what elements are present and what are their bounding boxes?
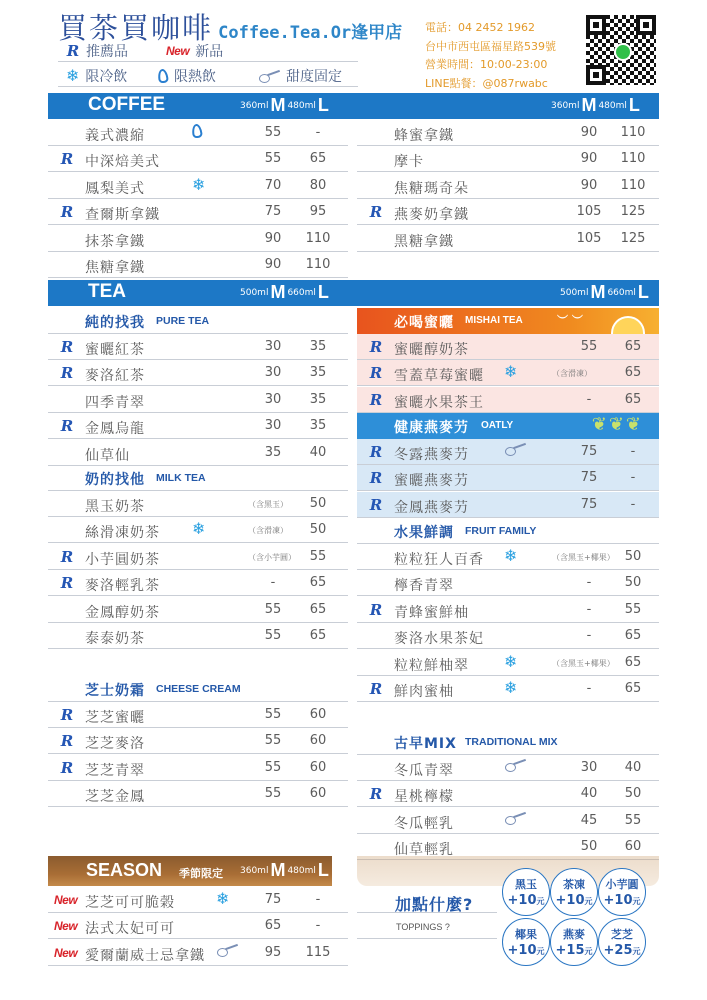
fruit-family-en: FRUIT FAMILY: [465, 525, 537, 537]
price-medium: 30: [264, 391, 282, 407]
mishai-tea-en: MISHAI TEA: [465, 315, 523, 326]
legend-cold-only: 限冷飲: [85, 68, 128, 85]
price-large: 50: [624, 549, 642, 564]
menu-item-row: [48, 755, 348, 781]
recommend-r-icon: R: [60, 203, 74, 222]
menu-item-note: （含小芋圓）: [248, 552, 296, 562]
milk-tea-en: MILK TEA: [156, 472, 206, 484]
price-large: 65: [309, 628, 327, 643]
price-large: 40: [309, 444, 327, 460]
price-large: 65: [624, 365, 642, 381]
price-large: 50: [309, 522, 327, 538]
tea-title: TEA: [88, 281, 126, 302]
menu-item-row: [48, 517, 348, 543]
menu-item-row: [48, 702, 348, 728]
price-medium: 30: [264, 339, 282, 354]
menu-item-row: [48, 440, 348, 466]
price-medium: 75: [264, 204, 282, 220]
price-medium: 75: [264, 892, 282, 907]
recommend-r-icon: R: [60, 547, 74, 566]
sugar-spoon-icon: [504, 812, 526, 824]
price-medium: 30: [264, 365, 282, 381]
menu-item-row: [48, 173, 348, 199]
menu-item-name: 星桃檸檬: [394, 789, 454, 806]
snowflake-icon: ❄: [66, 65, 80, 85]
menu-item-note: （含滑凍）: [248, 526, 288, 536]
coffee-title: COFFEE: [88, 94, 166, 115]
price-large: -: [630, 496, 636, 512]
price-medium: 55: [580, 339, 598, 354]
menu-item-name: 四季青翠: [85, 394, 145, 411]
oatly-title: 健康燕麥芀: [394, 420, 469, 436]
menu-item-row: [357, 387, 659, 413]
menu-item-name: 麥洛紅茶: [85, 368, 145, 385]
topping-name: 椰果: [515, 928, 537, 941]
menu-item-name: 黑玉奶茶: [85, 499, 145, 515]
flame-icon: [157, 68, 169, 83]
menu-item-row: [48, 623, 348, 649]
line-order-id: LINE點餐：@087rwabc: [425, 76, 548, 90]
recommend-r-icon: R: [60, 732, 74, 751]
menu-item-name: 摩卡: [394, 154, 424, 171]
price-large: 35: [309, 418, 327, 434]
menu-item-row: [48, 544, 348, 570]
menu-item-row: [357, 676, 659, 702]
price-large: -: [315, 892, 321, 907]
price-medium: 35: [264, 444, 282, 460]
menu-item-row: [357, 570, 659, 596]
price-large: 65: [624, 339, 642, 354]
price-large: 110: [620, 125, 646, 140]
price-large: 65: [624, 391, 642, 407]
menu-item-row: [48, 120, 348, 146]
topping-price: +10元: [603, 893, 641, 908]
price-large: 40: [624, 760, 642, 775]
store-address: 台中市西屯區福星路539號: [425, 39, 556, 53]
price-medium: -: [586, 681, 592, 696]
birds-icon: ︶ ︶: [557, 314, 583, 327]
price-medium: 75: [580, 470, 598, 486]
menu-item-row: [48, 781, 348, 807]
menu-item-name: 焦糖瑪奇朵: [394, 180, 469, 197]
menu-item-name: 青蜂蜜鮮柚: [394, 604, 469, 621]
menu-item-row: [48, 252, 348, 278]
menu-item-name: 義式濃縮: [85, 128, 145, 144]
menu-item-row: [357, 226, 659, 252]
menu-item-name: 燕麥奶拿鐵: [394, 207, 469, 224]
menu-item-name: 小芋圓奶茶: [85, 551, 160, 568]
price-medium: -: [586, 391, 592, 407]
milk-tea-category: [48, 465, 348, 491]
menu-item-name: 蜜曬醇奶茶: [394, 342, 469, 358]
sugar-spoon-icon: [504, 759, 526, 771]
legend-row-2: [58, 65, 358, 87]
season-subtitle: 季節限定: [179, 867, 223, 880]
menu-item-row: [357, 146, 659, 172]
snowflake-icon: ❄: [504, 651, 518, 671]
tea-section-header: [48, 280, 659, 306]
topping-name: 黑玉: [515, 878, 537, 891]
menu-item-name: 金鳳燕麥芀: [394, 499, 469, 516]
pure-tea-title: 純的找我: [85, 315, 145, 331]
snowflake-icon: ❄: [216, 889, 230, 908]
recommend-r-icon: R: [369, 469, 383, 488]
recommend-r-icon: R: [369, 495, 383, 514]
price-large: 60: [309, 707, 327, 722]
menu-item-row: [357, 755, 659, 781]
menu-item-name: 雪蓋草莓蜜曬: [394, 368, 484, 385]
price-medium: 75: [580, 496, 598, 512]
recommend-r-icon: R: [369, 600, 383, 619]
menu-item-note: （含黑玉+椰果）: [552, 553, 615, 562]
pure-tea-category: [48, 308, 348, 334]
menu-item-name: 抹茶拿鐵: [85, 233, 145, 250]
traditional-mix-category: [357, 729, 659, 755]
traditional-mix-title: 古早MIX: [394, 736, 457, 752]
recommend-r-icon: R: [60, 150, 74, 169]
tea-size-label-right: 500ml M 660ml L: [560, 282, 649, 302]
menu-item-name: 蜜曬燕麥芀: [394, 473, 469, 490]
line-logo-icon: [614, 43, 632, 61]
price-medium: 55: [264, 733, 282, 749]
toppings-title: 加點什麼?: [395, 895, 474, 914]
menu-item-row: [48, 728, 348, 754]
flame-icon: [191, 123, 203, 138]
menu-item-row: [48, 940, 348, 966]
topping-price: +10元: [507, 943, 545, 958]
new-badge-icon: New: [54, 893, 78, 907]
snowflake-icon: ❄: [192, 174, 206, 194]
menu-item-row: [357, 623, 659, 649]
menu-item-name: 仙草仙: [85, 447, 130, 464]
milk-tea-title: 奶的找他: [85, 472, 145, 488]
price-large: -: [315, 918, 321, 934]
price-large: -: [315, 125, 321, 140]
price-medium: 65: [264, 918, 282, 934]
menu-item-row: [48, 226, 348, 252]
recommend-r-icon: R: [60, 574, 74, 593]
legend-row-1: [58, 40, 358, 62]
coffee-section-header: [48, 93, 659, 119]
menu-item-name: 蜜曬紅茶: [85, 342, 145, 358]
menu-item-name: 芝芝蜜曬: [85, 710, 145, 726]
brand-chinese-name: 買茶買咖啡: [58, 11, 214, 45]
coffee-size-label-right: 360ml M 480ml L: [551, 95, 640, 115]
sugar-spoon-icon: [258, 70, 280, 82]
price-medium: 55: [264, 786, 282, 802]
price-medium: 55: [264, 125, 282, 140]
branch-name: 逢甲店: [351, 23, 403, 43]
topping-badge: [598, 918, 646, 966]
menu-item-row: [48, 570, 348, 596]
mishai-tea-category: [357, 308, 659, 334]
snowflake-icon: ❄: [504, 362, 518, 382]
menu-item-name: 麥洛輕乳茶: [85, 578, 160, 595]
price-large: 110: [620, 151, 646, 167]
menu-item-row: [48, 887, 348, 913]
menu-item-row: [357, 120, 659, 146]
price-large: 55: [309, 548, 327, 564]
legend-fixed-sugar: 甜度固定: [286, 68, 342, 85]
price-large: 65: [309, 601, 327, 617]
coffee-size-label-left: 360ml M 480ml L: [240, 95, 329, 115]
price-medium: 45: [580, 812, 598, 828]
topping-badge: [502, 868, 550, 916]
topping-name: 茶凍: [563, 878, 585, 891]
price-medium: 105: [576, 230, 602, 246]
price-large: 55: [624, 601, 642, 617]
price-large: 35: [309, 391, 327, 407]
price-medium: 50: [580, 839, 598, 855]
pure-tea-en: PURE TEA: [156, 315, 210, 327]
menu-item-row: [48, 597, 348, 623]
menu-item-name: 芝芝青翠: [85, 762, 145, 779]
price-medium: 40: [580, 786, 598, 802]
menu-item-row: [357, 808, 659, 834]
topping-badge: [550, 918, 598, 966]
price-large: 35: [309, 339, 327, 354]
menu-item-row: [48, 146, 348, 172]
price-medium: 90: [264, 230, 282, 246]
price-medium: 55: [264, 628, 282, 643]
price-medium: -: [586, 628, 592, 644]
menu-item-row: [48, 360, 348, 386]
new-badge-icon: New: [54, 945, 78, 960]
recommend-r-icon: R: [369, 203, 383, 222]
topping-name: 芝芝: [611, 928, 633, 941]
recommend-r-icon: R: [369, 443, 383, 461]
price-large: 50: [309, 496, 327, 511]
new-badge-icon: New: [54, 919, 78, 934]
snowflake-icon: ❄: [192, 519, 206, 539]
menu-item-name: 芝芝金鳳: [85, 789, 145, 806]
legend-hot-only: 限熱飲: [174, 68, 216, 85]
snowflake-icon: ❄: [504, 546, 518, 565]
menu-item-row: [357, 544, 659, 570]
topping-name: 燕麥: [563, 928, 585, 941]
price-medium: 55: [264, 601, 282, 617]
brand-english-name: Coffee.Tea.Or: [218, 23, 352, 43]
price-medium: 90: [580, 125, 598, 140]
menu-item-name: 粒粒鮮柚翠: [394, 657, 469, 674]
price-large: 65: [309, 151, 327, 167]
recommend-r-icon: R: [369, 338, 383, 356]
recommend-r-icon: R: [369, 680, 383, 698]
menu-item-name: 金鳳烏龍: [85, 421, 145, 438]
menu-item-name: 法式太妃可可: [85, 921, 175, 938]
topping-name: 小芋圓: [605, 878, 639, 891]
menu-item-row: [357, 781, 659, 807]
menu-item-row: [357, 650, 659, 676]
menu-item-name: 仙草輕乳: [394, 842, 454, 859]
price-large: 65: [624, 681, 642, 696]
menu-item-row: [357, 439, 659, 465]
topping-price: +10元: [555, 893, 593, 908]
price-medium: 55: [264, 151, 282, 167]
price-large: 110: [305, 230, 331, 246]
fruit-family-title: 水果鮮調: [394, 525, 454, 541]
price-large: 110: [305, 257, 331, 272]
wheat-icon: ❦❦❦: [591, 414, 643, 435]
cheese-cream-title: 芝士奶霜: [85, 683, 145, 699]
recommend-r-icon: R: [60, 706, 74, 724]
recommend-r-icon: R: [60, 417, 74, 436]
price-medium: 105: [576, 204, 602, 220]
menu-item-row: [48, 199, 348, 225]
price-medium: -: [586, 575, 592, 591]
menu-item-name: 芝芝麥洛: [85, 736, 145, 753]
price-large: 60: [309, 759, 327, 775]
sugar-spoon-icon: [216, 944, 238, 956]
price-large: 110: [620, 177, 646, 193]
menu-item-name: 愛爾蘭威士忌拿鐵: [85, 947, 205, 964]
menu-item-row: [48, 387, 348, 413]
phone-number: 電話：04 2452 1962: [425, 21, 535, 34]
menu-item-name: 麥洛水果茶妃: [394, 631, 484, 648]
season-section-header: [48, 856, 332, 886]
sugar-spoon-icon: [504, 443, 526, 455]
menu-item-name: 鮮肉蜜柚: [394, 684, 454, 700]
price-large: 80: [309, 177, 327, 193]
recommend-r-icon: R: [60, 338, 74, 356]
traditional-mix-en: TRADITIONAL MIX: [465, 736, 558, 748]
menu-item-row: [357, 360, 659, 386]
price-large: 65: [309, 575, 327, 591]
menu-item-row: [48, 413, 348, 439]
sun-icon: [611, 316, 645, 334]
topping-badge: [550, 868, 598, 916]
toppings-en: TOPPINGS ?: [396, 922, 450, 932]
contact-info: [425, 19, 556, 93]
recommend-r-icon: R: [60, 758, 74, 777]
menu-item-row: [357, 199, 659, 225]
topping-badge: [502, 918, 550, 966]
price-large: 65: [624, 628, 642, 644]
price-large: 65: [624, 654, 642, 670]
price-large: 60: [309, 786, 327, 802]
recommend-r-icon: R: [369, 785, 383, 804]
price-large: 125: [620, 204, 646, 220]
menu-item-row: [357, 334, 659, 360]
price-medium: 90: [264, 257, 282, 272]
menu-item-name: 冬瓜輕乳: [394, 815, 454, 832]
recommend-r-icon: R: [60, 364, 74, 383]
menu-item-name: 冬瓜青翠: [394, 763, 454, 779]
menu-item-note: （含黑玉+椰果）: [552, 658, 615, 668]
price-medium: 75: [580, 444, 598, 459]
price-large: 115: [305, 944, 331, 960]
menu-item-name: 金鳳醇奶茶: [85, 604, 160, 621]
price-medium: 30: [580, 760, 598, 775]
price-large: 95: [309, 204, 327, 220]
topping-price: +10元: [507, 893, 545, 908]
season-title: SEASON: [86, 860, 163, 880]
price-large: 35: [309, 365, 327, 381]
business-hours: 營業時間：10:00-23:00: [425, 58, 548, 71]
menu-item-row: [357, 597, 659, 623]
menu-item-row: [357, 492, 659, 518]
menu-item-name: 中深焙美式: [85, 154, 160, 171]
oatly-category: [357, 413, 659, 439]
legend-new: 新品: [195, 43, 224, 60]
menu-item-name: 焦糖拿鐵: [85, 260, 145, 276]
menu-item-name: 冬露燕麥芀: [394, 447, 469, 463]
menu-item-note: （含黑玉）: [248, 500, 288, 509]
price-large: -: [630, 444, 636, 459]
topping-price: +15元: [555, 943, 593, 958]
menu-item-name: 泰泰奶茶: [85, 631, 145, 647]
season-size-label: 360ml M 480ml L: [240, 860, 329, 880]
menu-item-name: 芝芝可可脆榖: [85, 895, 175, 911]
menu-item-name: 蜂蜜拿鐵: [394, 128, 454, 144]
topping-price: +25元: [603, 943, 641, 958]
menu-item-row: [357, 465, 659, 491]
price-large: 125: [620, 230, 646, 246]
price-medium: 90: [580, 177, 598, 193]
tea-size-label-left: 500ml M 660ml L: [240, 282, 329, 302]
price-medium: 70: [264, 177, 282, 193]
price-medium: 55: [264, 759, 282, 775]
legend-recommend: 推薦品: [86, 43, 128, 60]
price-medium: 95: [264, 944, 282, 960]
cheese-cream-category: [48, 676, 348, 702]
topping-badge: [598, 868, 646, 916]
menu-item-name: 蜜曬水果茶王: [394, 394, 484, 411]
toppings-divider: [357, 938, 497, 939]
recommend-r-icon: R: [369, 364, 383, 383]
price-medium: -: [586, 601, 592, 617]
new-badge-icon: New: [166, 43, 190, 58]
oatly-en: OATLY: [481, 420, 514, 431]
price-large: -: [630, 470, 636, 486]
price-large: 55: [624, 812, 642, 828]
menu-item-row: [357, 173, 659, 199]
price-large: 60: [309, 733, 327, 749]
mishai-tea-title: 必喝蜜曬: [394, 315, 454, 331]
menu-header: [0, 0, 707, 92]
menu-item-name: 鳳梨美式: [85, 180, 145, 197]
recommend-r-icon: R: [66, 41, 80, 60]
price-medium: 55: [264, 707, 282, 722]
menu-item-row: [48, 913, 348, 939]
price-large: 50: [624, 575, 642, 591]
menu-item-row: [48, 491, 348, 517]
qr-code-icon: [583, 12, 659, 88]
menu-item-row: [48, 334, 348, 360]
snowflake-icon: ❄: [504, 678, 518, 697]
menu-item-name: 檸香青翠: [394, 578, 454, 595]
price-large: 50: [624, 786, 642, 802]
fruit-family-category: [357, 518, 659, 544]
recommend-r-icon: R: [369, 390, 383, 409]
price-medium: 90: [580, 151, 598, 167]
cheese-cream-en: CHEESE CREAM: [156, 683, 241, 695]
menu-item-name: 黑糖拿鐵: [394, 233, 454, 250]
price-medium: -: [270, 575, 276, 591]
menu-item-note: （含滑凍）: [552, 369, 592, 379]
menu-item-name: 粒粒狂人百香: [394, 552, 484, 568]
menu-item-name: 絲滑凍奶茶: [85, 525, 160, 542]
price-large: 60: [624, 839, 642, 855]
price-medium: 30: [264, 418, 282, 434]
menu-item-name: 查爾斯拿鐵: [85, 207, 160, 224]
